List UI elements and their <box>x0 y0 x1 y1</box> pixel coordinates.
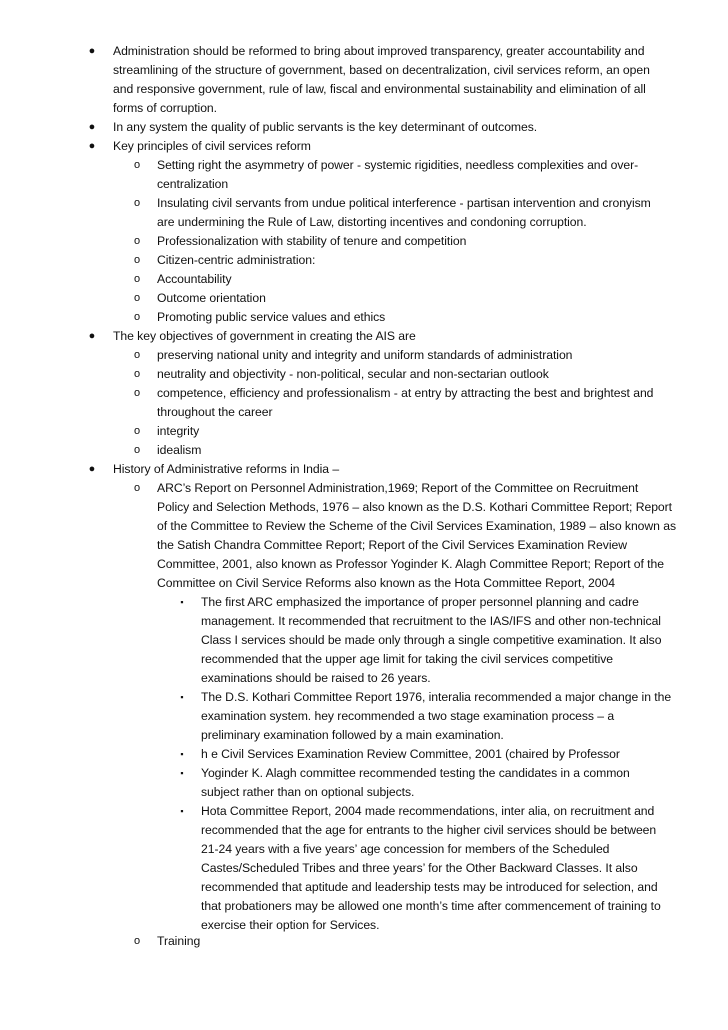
text-line: management. It recommended that recruitment to the IAS/IFS and other non-technical <box>201 614 661 628</box>
text-line: the Satish Chandra Committee Report; Report of the Civil Services Examination Review <box>157 538 627 552</box>
text-line: The key objectives of government in creating the AIS are <box>113 329 416 343</box>
text-line: preserving national unity and integrity and uniform standards of administration <box>157 348 573 362</box>
text-line: h e Civil Services Examination Review Committee, 2001 (chaired by Professor <box>201 747 620 761</box>
disc-bullet-icon: ● <box>88 140 96 152</box>
text-line: throughout the career <box>157 405 273 419</box>
text-line: idealism <box>157 443 202 457</box>
disc-bullet-icon: ● <box>88 330 96 342</box>
text-line: Accountability <box>157 272 232 286</box>
circle-bullet-icon: o <box>133 292 141 304</box>
text-line: recommended that the age for entrants to the higher civil services should be between <box>201 823 657 837</box>
text-line: Committee on Civil Service Reforms also known as the Hota Committee Report, 2004 <box>157 576 615 590</box>
disc-bullet-icon: ● <box>88 463 96 475</box>
square-bullet-icon: ▪ <box>180 768 184 778</box>
text-line: that probationers may be allowed one month’s time after commencement of training to <box>201 899 661 913</box>
text-line: streamlining of the structure of government, based on decentralization, civil services reform, an open <box>113 63 650 77</box>
text-line: Promoting public service values and ethics <box>157 310 386 324</box>
text-line: recommended that aptitude and leadership tests may be introduced for selection, and <box>201 880 658 894</box>
text-line: In any system the quality of public servants is the key determinant of outcomes. <box>113 120 538 134</box>
text-line: Hota Committee Report, 2004 made recommendations, inter alia, on recruitment and <box>201 804 655 818</box>
square-bullet-icon: ▪ <box>180 749 184 759</box>
text-line: integrity <box>157 424 200 438</box>
circle-bullet-icon: o <box>133 197 141 209</box>
text-line: Yoginder K. Alagh committee recommended testing the candidates in a common <box>201 766 630 780</box>
text-line: Citizen-centric administration: <box>157 253 316 267</box>
text-line: preliminary examination followed by a main examination. <box>201 728 504 742</box>
text-line: Outcome orientation <box>157 291 266 305</box>
text-line: ARC’s Report on Personnel Administration,1969; Report of the Committee on Recruitment <box>157 481 639 495</box>
text-line: Setting right the asymmetry of power - systemic rigidities, needless complexities and over- <box>157 158 639 172</box>
circle-bullet-icon: o <box>133 273 141 285</box>
text-line: Castes/Scheduled Tribes and three years’ for the Other Backward Classes. It also <box>201 861 638 875</box>
circle-bullet-icon: o <box>133 159 141 171</box>
text-line: History of Administrative reforms in India – <box>113 462 340 476</box>
text-line: examinations should be raised to 26 years. <box>201 671 431 685</box>
text-line: Policy and Selection Methods, 1976 – also known as the D.S. Kothari Committee Report; Report <box>157 500 672 514</box>
text-line: subject rather than on optional subjects. <box>201 785 415 799</box>
text-line: competence, efficiency and professionalism - at entry by attracting the best and brightest and <box>157 386 654 400</box>
circle-bullet-icon: o <box>133 482 141 494</box>
circle-bullet-icon: o <box>133 254 141 266</box>
text-line: Key principles of civil services reform <box>113 139 311 153</box>
text-line: forms of corruption. <box>113 101 217 115</box>
text-line: are undermining the Rule of Law, distorting incentives and condoning corruption. <box>157 215 587 229</box>
text-line: and responsive government, rule of law, fiscal and environmental sustainability and elimination of all <box>113 82 646 96</box>
text-line: Administration should be reformed to bring about improved transparency, greater accountability and <box>113 44 645 58</box>
disc-bullet-icon: ● <box>88 121 96 133</box>
text-line: Insulating civil servants from undue political interference - partisan intervention and cronyism <box>157 196 651 210</box>
text-line: centralization <box>157 177 229 191</box>
circle-bullet-icon: o <box>133 349 141 361</box>
text-line: The first ARC emphasized the importance of proper personnel planning and cadre <box>201 595 639 609</box>
text-line: recommended that the upper age limit for taking the civil services competitive <box>201 652 614 666</box>
circle-bullet-icon: o <box>133 935 141 947</box>
text-line: exercise their option for Services. <box>201 918 380 932</box>
square-bullet-icon: ▪ <box>180 597 184 607</box>
square-bullet-icon: ▪ <box>180 806 184 816</box>
circle-bullet-icon: o <box>133 368 141 380</box>
text-line: Professionalization with stability of tenure and competition <box>157 234 467 248</box>
text-line: The D.S. Kothari Committee Report 1976, interalia recommended a major change in the <box>201 690 672 704</box>
text-line: Class I services should be made only through a single competitive examination. It also <box>201 633 662 647</box>
disc-bullet-icon: ● <box>88 45 96 57</box>
text-line: examination system. hey recommended a two stage examination process – a <box>201 709 615 723</box>
circle-bullet-icon: o <box>133 425 141 437</box>
circle-bullet-icon: o <box>133 444 141 456</box>
text-line: Committee, 2001, also known as Professor Yoginder K. Alagh Committee Report; Report of the <box>157 557 664 571</box>
square-bullet-icon: ▪ <box>180 692 184 702</box>
text-line: of the Committee to Review the Scheme of the Civil Services Examination, 1989 – also known as <box>157 519 676 533</box>
text-line: Training <box>157 934 201 948</box>
circle-bullet-icon: o <box>133 387 141 399</box>
text-line: neutrality and objectivity - non-political, secular and non-sectarian outlook <box>157 367 549 381</box>
text-line: 21-24 years with a five years’ age concession for members of the Scheduled <box>201 842 610 856</box>
circle-bullet-icon: o <box>133 311 141 323</box>
circle-bullet-icon: o <box>133 235 141 247</box>
